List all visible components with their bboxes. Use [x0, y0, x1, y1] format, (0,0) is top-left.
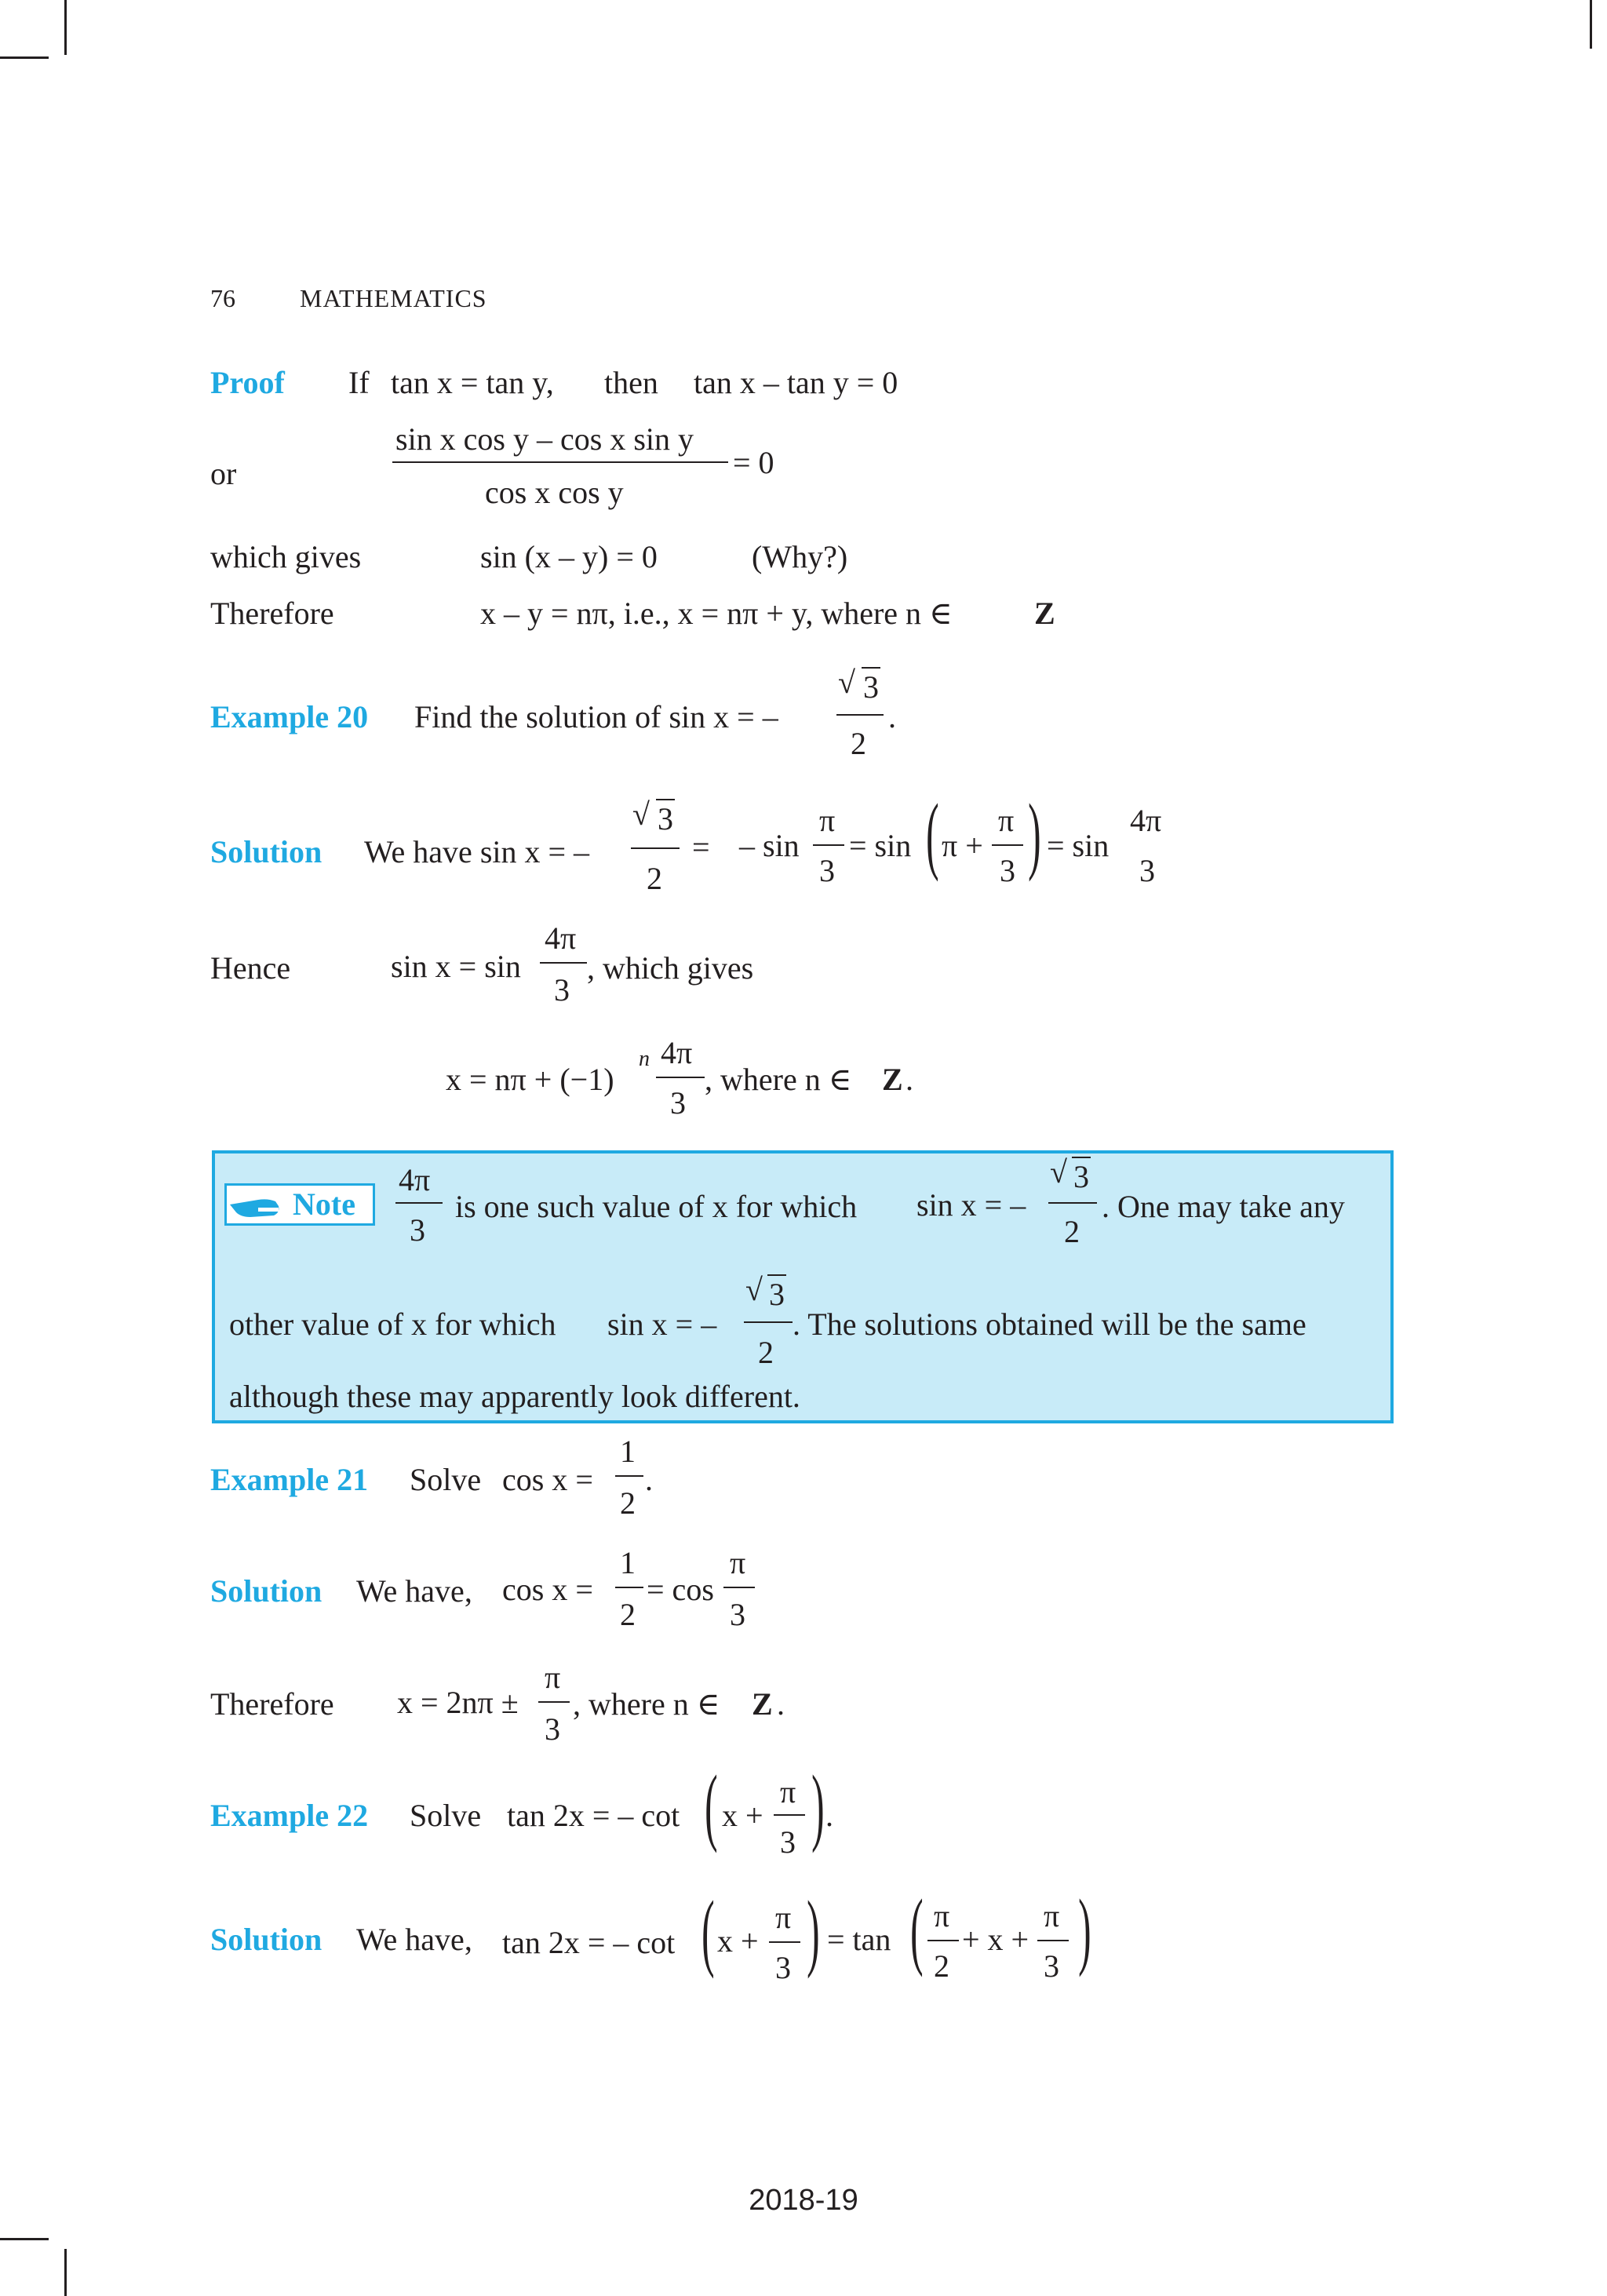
fraction-bar: [774, 1814, 805, 1816]
fraction-bar: [615, 1475, 643, 1477]
solution-22-label: Solution: [210, 1922, 322, 1957]
frac-den-three: 3: [1139, 853, 1155, 888]
fraction-bar: [540, 962, 587, 964]
running-title: MATHEMATICS: [300, 284, 487, 312]
note-three: 3: [410, 1212, 425, 1248]
fraction-bar: [395, 1202, 443, 1204]
example-20-text: Find the solution of sin x = –: [414, 699, 778, 734]
proof-eq1: tan x = tan y,: [391, 365, 554, 400]
solution-21-label: Solution: [210, 1573, 322, 1609]
pointing-hand-icon: [227, 1189, 285, 1226]
frac-num-one: 1: [620, 1545, 636, 1580]
frac-den-three: 3: [1000, 853, 1015, 888]
hence-label: Hence: [210, 950, 291, 986]
fraction-bar: [744, 1321, 793, 1323]
solution-20-neg-sin: – sin: [739, 828, 800, 863]
crop-mark: [0, 2238, 49, 2240]
set-z: Z: [752, 1686, 773, 1722]
frac-den-two: 2: [620, 1485, 636, 1521]
note-line3: although these may apparently look different.: [229, 1379, 800, 1414]
proof-fraction-bar: [392, 461, 728, 463]
crop-mark: [1590, 0, 1592, 49]
example-21-lhs: cos x =: [502, 1462, 593, 1497]
right-paren: ): [1078, 1882, 1091, 1977]
footer-year: 2018-19: [749, 2184, 858, 2217]
example-21-text: Solve: [410, 1462, 482, 1497]
which-gives-eq: sin (x – y) = 0: [480, 539, 658, 574]
solution-20-eq-sin: = sin: [849, 828, 912, 863]
fraction-bar: [723, 1587, 755, 1588]
frac-num-pi: π: [1044, 1898, 1060, 1933]
frac-num-pi: π: [934, 1898, 950, 1933]
fraction-bar: [1037, 1940, 1069, 1941]
frac-den-three: 3: [775, 1950, 791, 1985]
frac-num-four-pi: 4π: [1130, 803, 1162, 838]
example-22-lhs: tan 2x = – cot: [507, 1798, 680, 1833]
why-note: (Why?): [752, 539, 848, 574]
proof-label: Proof: [210, 365, 285, 400]
frac-num-pi: π: [998, 803, 1015, 838]
solution-20-label: Solution: [210, 834, 322, 869]
example-20-den: 2: [851, 726, 866, 761]
proof-eq2: tan x – tan y = 0: [694, 365, 898, 400]
note-four-pi: 4π: [399, 1162, 431, 1197]
solution-21-lhs: cos x =: [502, 1572, 593, 1607]
left-paren: (: [926, 786, 939, 882]
note-den-2: 2: [758, 1335, 774, 1370]
set-z: Z: [882, 1062, 903, 1097]
note-den: 2: [1064, 1214, 1080, 1249]
frac-num-pi: π: [545, 1660, 561, 1695]
frac-den-two: 2: [934, 1948, 949, 1984]
solution-22-lhs: tan 2x = – cot: [502, 1925, 676, 1960]
proof-frac-rhs: = 0: [733, 445, 774, 480]
left-paren: (: [705, 1758, 718, 1853]
fraction-bar: [1048, 1202, 1097, 1204]
example-22-label: Example 22: [210, 1798, 369, 1833]
solution-21-mid: = cos: [647, 1572, 714, 1607]
therefore-eq: x – y = nπ, i.e., x = nπ + y, where n ∈: [480, 596, 953, 631]
right-paren: ): [807, 1883, 820, 1979]
solution-20-pi-plus: π +: [942, 828, 983, 863]
frac-den-two: 2: [620, 1597, 636, 1632]
set-z: Z: [1034, 596, 1055, 631]
proof-frac-den: cos x cos y: [485, 475, 624, 510]
proof-or: or: [210, 456, 237, 491]
fraction-bar: [615, 1587, 643, 1588]
frac-den-three: 3: [545, 1711, 560, 1747]
frac-den-three: 3: [670, 1085, 686, 1121]
hence-which-gives: , which gives: [587, 950, 754, 986]
period: .: [777, 1686, 785, 1722]
frac-num-four-pi: 4π: [661, 1035, 693, 1070]
which-gives-label: which gives: [210, 539, 362, 574]
solution-20-eq1: =: [692, 829, 710, 865]
therefore-gen: x = 2nπ ±: [397, 1685, 519, 1720]
proof-then: then: [604, 365, 658, 400]
solution-20-eq-sin2: = sin: [1047, 828, 1110, 863]
fraction-bar: [769, 1941, 800, 1943]
solution-20-we-have: We have sin x = –: [364, 834, 590, 869]
note-tag: [224, 1183, 375, 1226]
right-paren: ): [811, 1758, 825, 1853]
example-21-label: Example 21: [210, 1462, 369, 1497]
fraction-bar: [992, 844, 1023, 846]
general-solution: x = nπ + (−1): [446, 1062, 614, 1097]
fraction-bar: [656, 1077, 705, 1078]
note-sin-eq-2: sin x = –: [607, 1307, 717, 1342]
crop-mark: [64, 0, 67, 55]
page-number: 76: [210, 284, 235, 312]
solution-22-plus-x-plus: + x +: [962, 1922, 1029, 1957]
example-22-text: Solve: [410, 1798, 482, 1833]
example-21-end: .: [645, 1462, 653, 1497]
crop-mark: [0, 56, 49, 59]
crop-mark: [64, 2249, 67, 2296]
general-where: , where n ∈: [705, 1062, 852, 1097]
example-22-end: .: [825, 1798, 833, 1833]
left-paren: (: [701, 1883, 715, 1979]
fraction-bar: [836, 714, 884, 716]
frac-den-three: 3: [554, 972, 570, 1008]
frac-den-three: 3: [1044, 1948, 1059, 1984]
exponent-n: n: [639, 1047, 650, 1071]
period: .: [906, 1062, 913, 1097]
sqrt-sign: √: [745, 1272, 763, 1307]
sqrt-sign: √: [1050, 1154, 1067, 1190]
solution-22-we-have: We have,: [356, 1922, 472, 1957]
example-20-label: Example 20: [210, 699, 369, 734]
example-22-inner: x +: [722, 1798, 763, 1833]
note-tag-label: Note: [293, 1186, 355, 1222]
note-sqrt-value-2: 3: [767, 1274, 786, 1313]
sqrt-sign: √: [632, 796, 650, 832]
left-paren: (: [910, 1882, 924, 1977]
frac-den-three: 3: [819, 853, 835, 888]
fraction-bar: [538, 1701, 570, 1703]
solution-22-eq-tan: = tan: [827, 1922, 891, 1957]
therefore-label: Therefore: [210, 596, 334, 631]
frac-den-three: 3: [730, 1597, 745, 1632]
example-20-end: .: [888, 699, 896, 734]
note-line1: is one such value of x for which: [455, 1189, 858, 1224]
solution-20-sqrt-value: 3: [656, 799, 675, 837]
therefore-where: , where n ∈: [573, 1686, 720, 1722]
example-20-sqrt-value: 3: [862, 667, 880, 705]
solution-21-we-have: We have,: [356, 1573, 472, 1609]
right-paren: ): [1028, 786, 1041, 882]
sqrt-sign: √: [838, 665, 855, 700]
fraction-bar: [631, 847, 680, 849]
frac-num-one: 1: [620, 1434, 636, 1469]
frac-den-three: 3: [780, 1824, 796, 1860]
frac-num-pi: π: [730, 1545, 746, 1580]
hence-lhs: sin x = sin: [391, 949, 521, 984]
frac-num-pi: π: [775, 1900, 792, 1935]
note-sqrt-value: 3: [1072, 1157, 1091, 1195]
therefore-label-2: Therefore: [210, 1686, 334, 1722]
fraction-bar: [813, 844, 844, 846]
fraction-bar: [927, 1940, 959, 1941]
frac-num-pi: π: [780, 1774, 796, 1809]
note-line2-start: other value of x for which: [229, 1307, 556, 1342]
note-sin-eq: sin x = –: [916, 1187, 1026, 1223]
proof-frac-num: sin x cos y – cos x sin y: [395, 421, 694, 457]
frac-num-four-pi: 4π: [545, 920, 577, 956]
solution-20-den: 2: [647, 861, 662, 896]
solution-22-inner: x +: [717, 1923, 759, 1959]
note-line2-end: . The solutions obtained will be the same: [793, 1307, 1306, 1342]
note-line1-end: . One may take any: [1102, 1189, 1345, 1224]
proof-if: If: [348, 365, 370, 400]
frac-num-pi: π: [819, 803, 836, 838]
